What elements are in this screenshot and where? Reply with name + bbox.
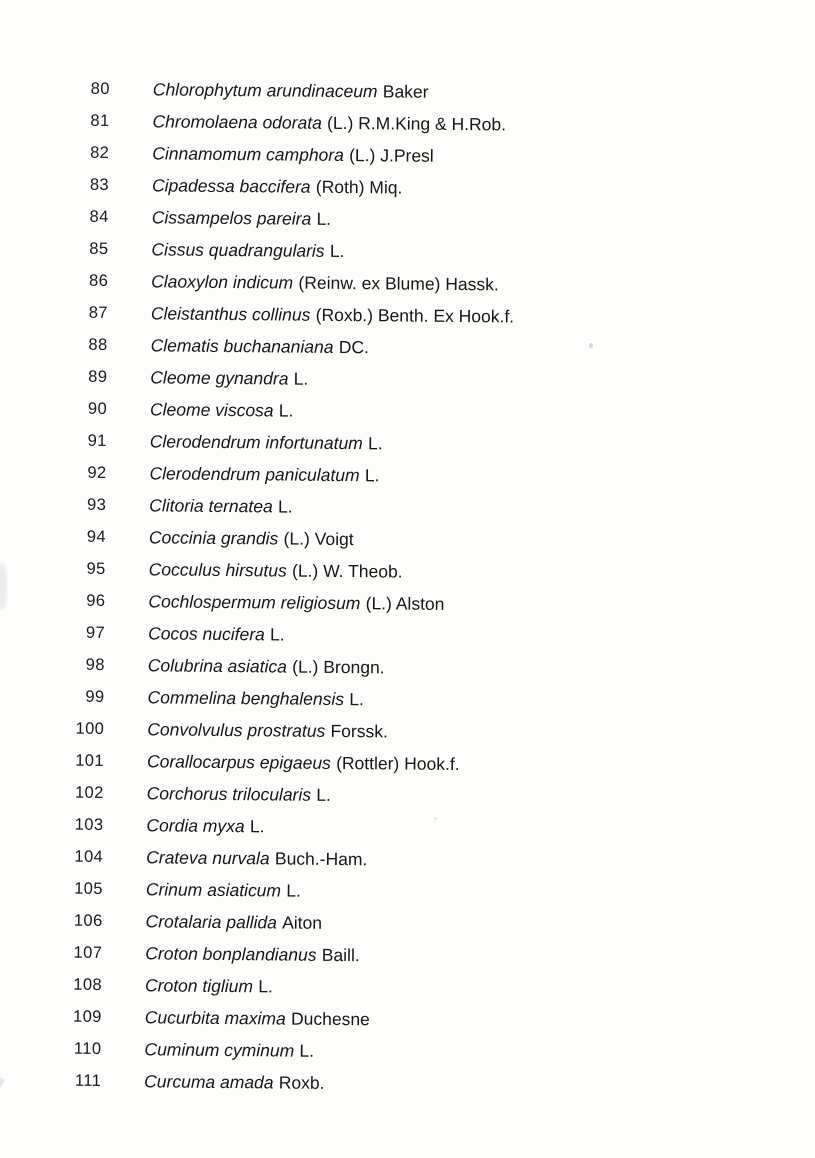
species-name <box>146 815 264 837</box>
entry-number: 109 <box>72 1007 102 1026</box>
species-name <box>146 847 367 870</box>
entry-number: 87 <box>88 304 108 323</box>
entry-number: 94 <box>86 527 107 546</box>
species-author: L. <box>329 241 345 262</box>
species-binomial: Corallocarpus epigaeus <box>146 751 331 773</box>
entry-number: 84 <box>89 208 109 227</box>
species-name <box>151 336 369 359</box>
list-item <box>0 265 515 301</box>
species-author: (L.) W. Theob. <box>291 560 403 582</box>
species-name <box>153 80 429 103</box>
entry-number: 105 <box>74 879 103 898</box>
species-name <box>148 655 385 678</box>
list-item <box>0 872 509 908</box>
species-binomial: Cucurbita maxima <box>144 1006 286 1029</box>
list-item <box>0 361 514 397</box>
list-item <box>0 936 509 972</box>
entry-number: 110 <box>73 1039 102 1058</box>
species-author: Aiton <box>282 912 323 933</box>
species-binomial: Cocculus hirsutus <box>148 559 287 581</box>
species-author: (Rottler) Hook.f. <box>336 752 460 774</box>
species-name <box>149 559 403 582</box>
species-name <box>151 272 499 296</box>
species-author: L. <box>249 815 265 837</box>
species-author: (Roth) Miq. <box>315 177 403 198</box>
list-item <box>0 393 513 429</box>
species-binomial: Cipadessa baccifera <box>151 175 311 198</box>
list-item <box>0 489 513 525</box>
list-item <box>0 840 509 876</box>
entry-number: 82 <box>90 144 110 163</box>
species-author: Duchesne <box>290 1008 370 1029</box>
entry-number: 108 <box>73 975 103 994</box>
list-item <box>0 712 511 748</box>
scan-speck <box>434 817 437 820</box>
species-binomial: Claoxylon indicum <box>151 271 294 293</box>
species-binomial: Cleome gynandra <box>150 367 289 389</box>
species-author: L. <box>299 1040 315 1061</box>
species-author: (L.) Voigt <box>283 528 354 550</box>
species-binomial: Crotalaria pallida <box>145 910 278 933</box>
entry-number: 81 <box>90 112 110 131</box>
species-binomial: Croton tiglium <box>144 974 254 996</box>
species-author: L. <box>349 688 364 710</box>
entry-number: 85 <box>89 240 109 259</box>
species-binomial: Clitoria ternatea <box>149 495 273 517</box>
species-binomial: Cuminum cyminum <box>144 1038 295 1061</box>
list-item <box>0 169 515 205</box>
species-binomial: Cinnamomum camphora <box>152 143 344 166</box>
species-author: Baill. <box>321 944 360 965</box>
list-item <box>0 329 514 365</box>
species-author: Forssk. <box>330 720 388 742</box>
entry-number: 101 <box>75 751 105 770</box>
species-name <box>145 975 273 997</box>
species-list <box>0 73 516 1100</box>
entry-number: 107 <box>73 943 103 962</box>
species-author: L. <box>364 465 380 486</box>
species-author: Roxb. <box>278 1071 325 1093</box>
species-binomial: Corchorus trilocularis <box>146 783 312 805</box>
species-binomial: Chromolaena odorata <box>152 111 322 134</box>
list-item <box>0 648 511 684</box>
species-author: L. <box>278 400 294 421</box>
species-binomial: Clematis buchananiana <box>150 335 334 358</box>
species-name <box>151 240 344 263</box>
species-name <box>150 368 308 390</box>
species-name <box>148 591 444 615</box>
species-name <box>152 112 506 136</box>
species-name <box>152 208 332 231</box>
species-name <box>144 1071 325 1094</box>
species-binomial: Cocos nucifera <box>148 623 265 645</box>
species-binomial: Croton bonplandianus <box>145 942 317 965</box>
species-binomial: Colubrina asiatica <box>147 655 288 677</box>
entry-number: 104 <box>74 847 104 866</box>
list-item <box>0 457 513 493</box>
entry-number: 83 <box>89 176 110 195</box>
species-author: (Roxb.) Benth. Ex Hook.f. <box>315 305 515 327</box>
list-item <box>0 776 510 812</box>
species-author: L. <box>286 880 302 901</box>
list-item <box>0 1032 508 1068</box>
entry-number: 111 <box>74 1071 102 1090</box>
species-author: DC. <box>338 337 370 358</box>
species-author: L. <box>270 624 285 645</box>
list-item <box>0 137 516 173</box>
entry-number: 103 <box>74 815 104 834</box>
species-author: (L.) Brongn. <box>292 656 385 678</box>
species-binomial: Chlorophytum arundinaceum <box>152 79 378 102</box>
entry-number: 89 <box>88 367 108 387</box>
species-author: (Reinw. ex Blume) Hassk. <box>298 272 499 295</box>
species-author: L. <box>316 784 332 805</box>
species-binomial: Curcuma amada <box>144 1070 274 1092</box>
list-item <box>0 521 512 557</box>
entry-number: 99 <box>85 687 105 706</box>
species-name <box>146 911 323 934</box>
species-binomial: Cordia myxa <box>146 815 245 836</box>
species-name <box>147 783 331 806</box>
list-item <box>0 105 516 141</box>
species-name <box>152 144 434 167</box>
species-binomial: Crinum asiaticum <box>145 879 282 901</box>
list-item <box>0 744 510 780</box>
list-item <box>0 1000 508 1036</box>
species-name <box>148 623 285 645</box>
species-name <box>147 719 388 742</box>
species-author: L. <box>367 433 383 454</box>
entry-number: 93 <box>86 495 107 515</box>
species-name <box>147 751 460 775</box>
entry-number: 100 <box>75 719 105 738</box>
species-binomial: Cleistanthus collinus <box>150 303 311 325</box>
list-item <box>0 553 512 589</box>
species-binomial: Convolvulus prostratus <box>147 719 326 741</box>
species-name <box>150 431 383 454</box>
list-item <box>0 1064 508 1100</box>
list-item <box>0 904 509 940</box>
species-author: Buch.-Ham. <box>274 848 368 869</box>
list-item <box>0 808 510 844</box>
entry-number: 86 <box>88 272 109 291</box>
species-name <box>147 687 364 710</box>
species-binomial: Clerodendrum paniculatum <box>149 463 360 486</box>
scan-speck <box>589 343 593 348</box>
list-item <box>0 968 508 1004</box>
species-binomial: Cleome viscosa <box>149 399 274 421</box>
list-item <box>0 425 513 461</box>
entry-number: 96 <box>86 591 106 610</box>
list-item <box>0 233 515 269</box>
species-author: L. <box>277 496 293 517</box>
species-name <box>150 399 294 421</box>
species-name <box>144 1039 314 1061</box>
entry-number: 80 <box>90 80 110 99</box>
entry-number: 91 <box>87 431 107 451</box>
entry-number: 90 <box>87 399 108 419</box>
species-binomial: Cochlospermum religiosum <box>148 591 361 614</box>
species-name <box>146 879 301 901</box>
species-name <box>145 1007 370 1030</box>
entry-number: 88 <box>88 336 108 355</box>
species-binomial: Crateva nurvala <box>146 847 270 869</box>
list-item <box>0 297 514 333</box>
entry-number: 98 <box>85 655 105 674</box>
species-binomial: Coccinia grandis <box>148 527 279 549</box>
species-author: (L.) R.M.King & H.Rob. <box>327 113 507 135</box>
species-name <box>152 176 403 199</box>
list-item <box>0 73 516 109</box>
entry-number: 92 <box>87 463 107 483</box>
species-author: L. <box>293 368 309 389</box>
species-name <box>149 463 379 486</box>
species-binomial: Cissampelos pareira <box>151 207 312 230</box>
entry-number: 102 <box>74 783 104 802</box>
entry-number: 95 <box>86 559 106 578</box>
species-author: (L.) J.Presl <box>349 145 434 167</box>
species-name <box>151 304 514 328</box>
species-name <box>149 495 293 517</box>
species-author: Baker <box>382 81 429 103</box>
list-item <box>0 201 515 237</box>
entry-number: 97 <box>85 623 106 642</box>
list-item <box>0 680 511 716</box>
entry-number: 106 <box>73 911 103 930</box>
species-binomial: Cissus quadrangularis <box>151 239 325 262</box>
species-binomial: Clerodendrum infortunatum <box>149 431 363 454</box>
list-item <box>0 616 511 652</box>
species-name <box>145 943 360 966</box>
species-name <box>149 527 354 550</box>
list-item <box>0 584 512 620</box>
species-binomial: Commelina benghalensis <box>147 687 345 709</box>
species-author: L. <box>258 975 273 997</box>
species-author: (L.) Alston <box>365 593 445 614</box>
species-author: L. <box>316 209 332 230</box>
